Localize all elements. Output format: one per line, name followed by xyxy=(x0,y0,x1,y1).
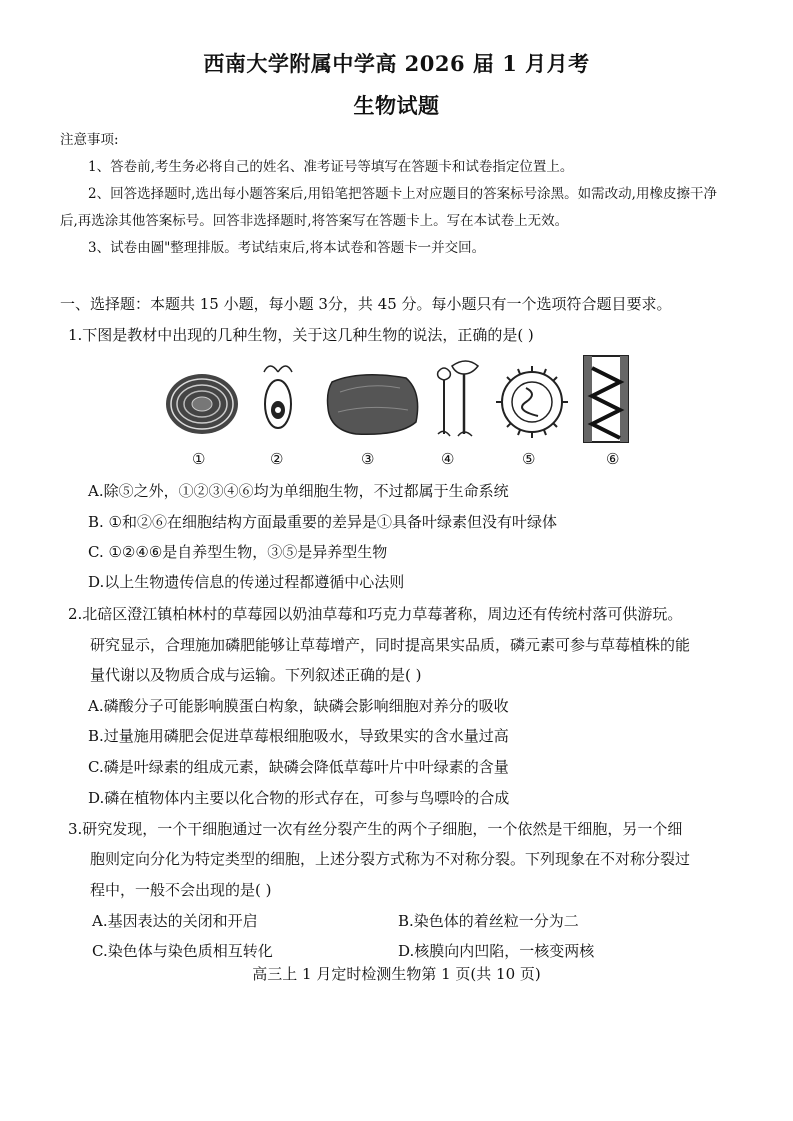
q1-option-a: A.除⑤之外，①②③④⑥均为单细胞生物，不过都属于生命系统 xyxy=(88,482,509,500)
organism-2-image xyxy=(264,366,292,428)
q3-option-c: C.染色体与染色质相互转化 xyxy=(92,942,273,960)
notes-heading: 注意事项: xyxy=(60,132,119,148)
q2-option-a: A.磷酸分子可能影响膜蛋白构象，缺磷会影响细胞对养分的吸收 xyxy=(88,697,509,715)
q3-stem-line-2: 胞则定向分化为特定类型的细胞，上述分裂方式称为不对称分裂。下列现象在不对称分裂过 xyxy=(90,850,691,868)
q3-option-b: B.染色体的着丝粒一分为二 xyxy=(398,912,579,930)
q1-option-b: B. ①和②⑥在细胞结构方面最重要的差异是①具备叶绿素但没有叶绿体 xyxy=(88,513,558,531)
exam-subject: 生物试题 xyxy=(353,93,440,118)
q1-option-c: C. ①②④⑥是自养型生物，③⑤是异养型生物 xyxy=(88,543,388,561)
organisms-figure xyxy=(160,352,640,472)
figure-label-5: ⑤ xyxy=(522,450,536,468)
organism-5-image xyxy=(496,366,568,438)
q2-option-d: D.磷在植物体内主要以化合物的形式存在，可参与鸟嘌呤的合成 xyxy=(88,789,510,807)
figure-label-4: ④ xyxy=(441,450,455,468)
exam-title: 西南大学附属中学高 2026 届 1 月月考 xyxy=(203,51,590,76)
figure-label-2: ② xyxy=(270,450,284,468)
notes-item-1: 1、答卷前,考生务必将自己的姓名、准考证号等填写在答题卡和试卷指定位置上。 xyxy=(88,159,574,175)
figure-label-1: ① xyxy=(192,450,206,468)
q3-stem-line-3: 程中，一般不会出现的是( ) xyxy=(90,881,272,899)
notes-item-2-cont: 后,再选涂其他答案标号。回答非选择题时,将答案写在答题卡上。写在本试卷上无效。 xyxy=(60,213,569,229)
q2-stem-line-3: 量代谢以及物质合成与运输。下列叙述正确的是( ) xyxy=(90,666,422,684)
organism-4-image xyxy=(438,361,478,436)
q2-option-c: C.磷是叶绿素的组成元素，缺磷会降低草莓叶片中叶绿素的含量 xyxy=(88,758,509,776)
q3-stem-line-1: 3.研究发现，一个干细胞通过一次有丝分裂产生的两个子细胞，一个依然是干细胞，另一个细 xyxy=(68,820,683,838)
notes-item-2: 2、回答选择题时,选出每小题答案后,用铅笔把答题卡上对应题目的答案标号涂黑。如需改动,用橡皮擦干净 xyxy=(88,186,717,202)
q3-option-d: D.核膜向内凹陷，一核变两核 xyxy=(398,942,595,960)
organism-3-image xyxy=(328,375,418,434)
q3-option-a: A.基因表达的关闭和开启 xyxy=(92,912,258,930)
q2-stem-line-1: 2.北碚区澄江镇柏林村的草莓园以奶油草莓和巧克力草莓著称，周边还有传统村落可供游玩。 xyxy=(68,605,683,623)
q2-stem-line-2: 研究显示，合理施加磷肥能够让草莓增产，同时提高果实品质，磷元素可参与草莓植株的能 xyxy=(90,636,691,654)
notes-item-3: 3、试卷由圖"整理排版。考试结束后,将本试卷和答题卡一并交回。 xyxy=(88,240,486,256)
figure-label-6: ⑥ xyxy=(606,450,620,468)
organism-6-image xyxy=(584,356,628,442)
q1-stem: 1.下图是教材中出现的几种生物，关于这几种生物的说法，正确的是( ) xyxy=(68,326,534,344)
page-footer: 高三上 1 月定时检测生物第 1 页(共 10 页) xyxy=(252,965,541,983)
figure-label-3: ③ xyxy=(361,450,375,468)
organism-1-image xyxy=(166,374,238,434)
q1-option-d: D.以上生物遗传信息的传递过程都遵循中心法则 xyxy=(88,573,405,591)
section-heading: 一、选择题：本题共 15 小题，每小题 3分，共 45 分。每小题只有一个选项符合题目要求。 xyxy=(60,295,672,313)
q2-option-b: B.过量施用磷肥会促进草莓根细胞吸水，导致果实的含水量过高 xyxy=(88,727,509,745)
